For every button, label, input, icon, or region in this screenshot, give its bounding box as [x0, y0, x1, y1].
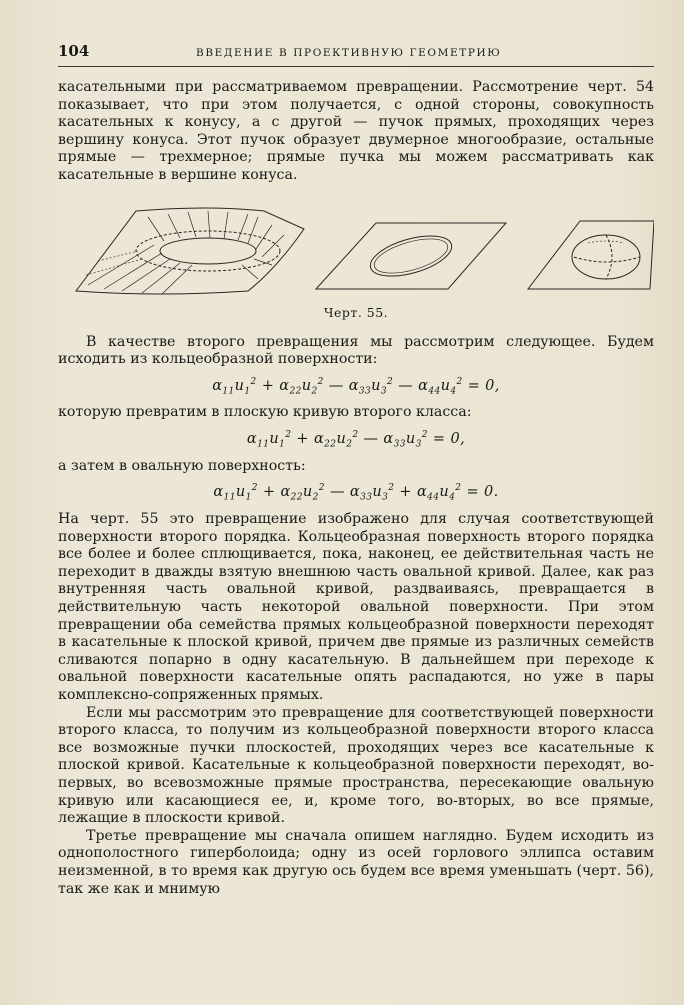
- page-header: [58, 42, 654, 67]
- formula-ring-surface: $\alpha_{11}u_1^2 + \alpha_{22}u_2^2$ — $\alpha_{33}u_3^2$ — $\alpha_{44}u_4^2 = 0$,: [212, 376, 500, 397]
- figure-55-illustration: [58, 199, 654, 299]
- running-title: ВВЕДЕНИЕ В ПРОЕКТИВНУЮ ГЕОМЕТРИЮ: [196, 47, 502, 59]
- page-number: 104: [58, 42, 90, 60]
- formula-plane-curve: $\alpha_{11}u_1^2 + \alpha_{22}u_2^2$ — $\alpha_{33}u_3^2 = 0$,: [246, 430, 466, 450]
- paragraph-continuation: касательными при рассматриваемом превращении. Рассмотрение черт. 54 показывает, что при этом получается, с одной стороны, совокупность касательных к конусу, а с другой — пучок прямых, проходящих через вершину конуса. Этот пучок образует двумерное многообразие, остальные прямые — трехмерное; прямые пучка мы можем рассматривать как касательные в вершине конуса.: [58, 79, 654, 183]
- formula-oval-surface: $\alpha_{11}u_1^2 + \alpha_{22}u_2^2$ — $\alpha_{33}u_3^2 + \alpha_{44}u_4^2 = 0$.: [213, 483, 499, 504]
- paragraph-figure-55-description: На черт. 55 это превращение изображено для случая соответствующей поверхности второго порядка. Кольцеобразная поверхность второго порядка все более и более сплющивается, пока, наконец, ее действительная часть не переходит в дважды взятую внешнюю часть овальной кривой. Далее, как раз внутренняя часть овальной кривой, раздваиваясь, превращается в действительную часть некоторой овальной поверхности. При этом превращении оба семейства прямых кольцеобразной поверхности переходят в касательные к плоской кривой, причем две прямые из различных семейств сливаются попарно в одну касательную. В дальнейшем при переходе к овальной поверхности касательные опять распадаются, но уже в пары комплексно-сопряженных прямых.: [58, 511, 654, 704]
- paragraph-plane-curve: которую превратим в плоскую кривую второго класса:: [58, 404, 472, 421]
- figure-caption: Черт. 55.: [323, 304, 389, 320]
- paragraph-oval-surface: а затем в овальную поверхность:: [58, 457, 306, 474]
- paragraph-second-class-surface: Если мы рассмотрим это превращение для соответствующей поверхности второго класса, то получим из кольцеобразной поверхности второго класса все возможные пучки плоскостей, проходящих через все касательные к плоской кривой. Касательные к кольцеобразной поверхности переходят, во-первых, во всевозможные прямые пространства, пересекающие овальную кривую или касающиеся ее, и, кроме того, во-вторых, во все прямые, лежащие в плоскости кривой.: [58, 704, 654, 827]
- paragraph-second-transformation: В качестве второго превращения мы рассмотрим следующее. Будем исходить из кольцеобразной поверхности:: [58, 333, 654, 368]
- ring-surface-drawing: [76, 208, 304, 294]
- flat-oval-curve-drawing: [316, 223, 506, 289]
- paragraph-third-transformation: Третье превращение мы сначала опишем наглядно. Будем исходить из однополостного гиперболоида; одну из осей горлового эллипса оставим неизменной, в то время как другую ось будем все время уменьшать (черт. 56), так же как и мнимую: [58, 827, 654, 897]
- oval-surface-drawing: [528, 221, 654, 289]
